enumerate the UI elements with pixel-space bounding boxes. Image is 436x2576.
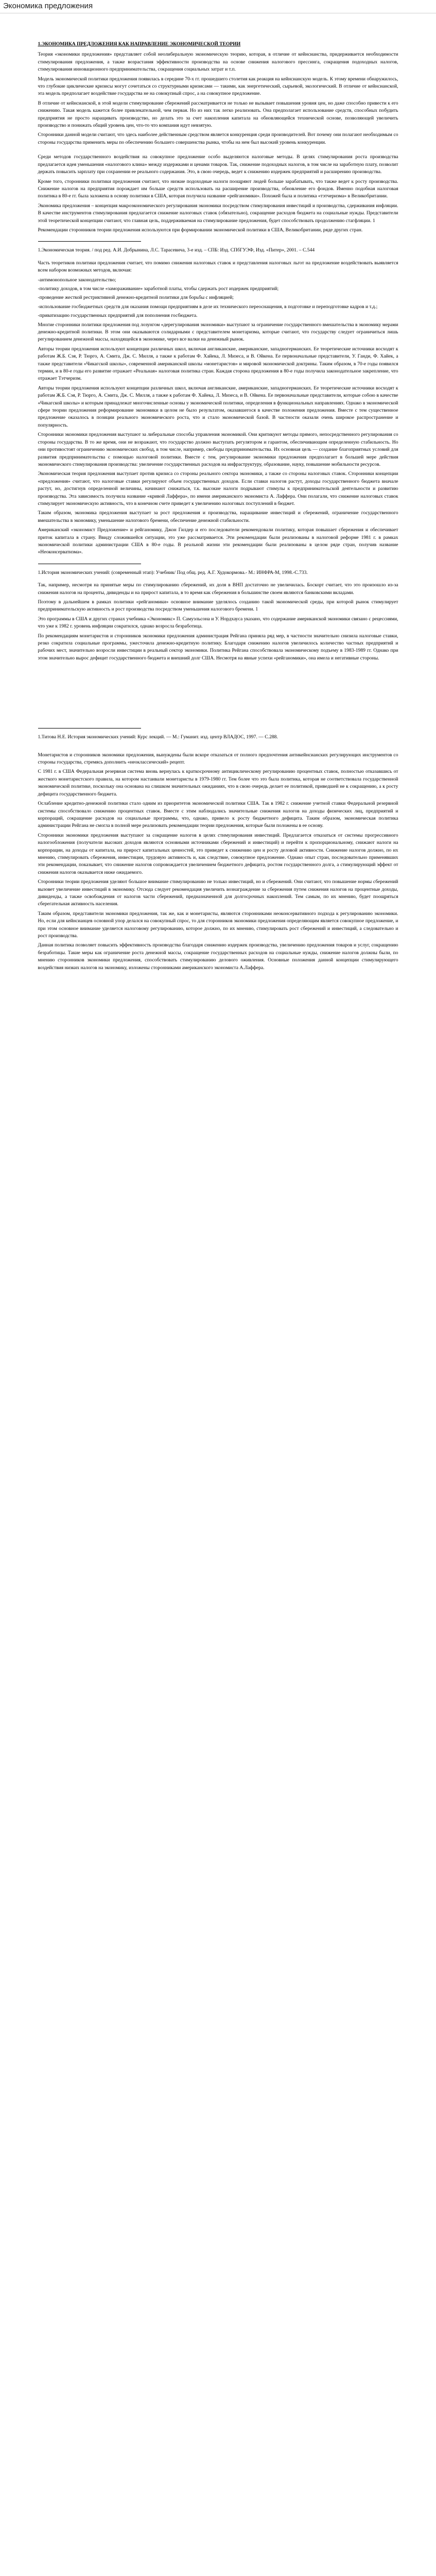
paragraph: Теория «экономики предложения» представляет собой неолиберальную экономическую теорию, которая, в отличие от кейнсианства, придерживается необходимости стимулирования предложения, а также возрастания эффективности производства на основе снижения налогового прессинга, сокращения подоходных налогов, стимулирования инновационного предпринимательства, сокращения социальных затрат и т.п.	[38, 52, 398, 73]
paragraph: Это программы в США и других странах учебника «Экономикс» П. Самуэльсона и У. Нордхауса указано, что содержание американской экономики связано с рецессиями, что уже к 1982 г. уровень инфляции сократился, однако возросла безработица.	[38, 616, 398, 630]
paragraph: Американский «экономист Предложение» и рейганомику, Джон Гилдер и его последователи рекомендовали политику, которая повышает сбережения и обеспечивает приток капитала в страну. Ввиду сложившейся ситуации, это уже рассматривается. Эти рекомендации были реализованы в налоговой реформе 1981 г. в рамках экономической политики администрации США в 80-е годы. В реальной жизни эти рекомендации были реализованы в целом ряде стран, получив название «Неоконсерватизма».	[38, 527, 398, 555]
footnote-separator	[38, 241, 141, 242]
paragraph: Многие сторонники политики предложения под лозунгом «дерегулирования экономики» выступают за ограничение государственного вмешательства в экономику мерами денежно-кредитной политики. В этом они оказываются солидарными с представителем монетаризма, которые считают, что государству следует ограничиться лишь регулированием денежной массы, находящейся в экономике, через все валки на денежный рынок.	[38, 321, 398, 343]
spacer	[38, 148, 398, 154]
footnote: 1.История экономических учений: (современный этап): Учебник/ Под общ. ред. А.Г. Худокормова.- М.: ИНФРА-М, 1998.-С.733.	[38, 569, 308, 575]
paragraph: С 1981 г. в США Федеральная резервная система вновь вернулась к краткосрочному антициклическому регулированию процентных ставок, полностью отказавшись от жесткого монетаристского правила, на котором настаивали монетаристы в 1979-1980 гг. Тем более что это была политика, которая не соответствовала государственной экономической политике, поскольку она основана на слишком значительных ожиданиях, что в свою очередь делает ее политикой, приведшей не к сокращению, а к росту дефицита государственного бюджета.	[38, 769, 398, 797]
paragraph: Ослабление кредитно-денежной политики стало одним из приоритетов экономической политики США. Так в 1982 г. снижение учетной ставки Федеральной резервной системы способствовало снижению процентных ставок. Вместе с этим наблюдались значительные снижения налогов на доходы физических лиц, предприятий и корпораций, сокращение расходов на социальные программы, что, однако, привело к росту бюджетного дефицита. Таким образом, экономическая политика администрации Рейгана не смогла в полной мере реализовать рекомендации теории предложения, которые были положены в ее основу.	[38, 801, 398, 829]
paragraph: Сторонники экономики предложения выступают за сокращение налогов в целях стимулирования инвестиций. Предлагается отказаться от системы прогрессивного налогообложения (получатели высоких доходов являются основными источниками сбережений и инвестиций) и перейти к пропорциональному, снижают налоги на корпорации, на доходы от капитала, на прирост капитальных ценностей, это приведет к снижению цен и росту деловой активности. Снижение налогов должно, по их мнению, стимулировать сбережения, инвестиции, трудовую активность и, как следствие, совокупное предложение. Однако опыт стран, последовательно применявших эти рекомендации, показывает, что снижение налогов сопровождается увеличением бюджетного дефицита, ростом государственного долга, а стимулирующий эффект от снижения налогов оказывается ниже ожидаемого.	[38, 832, 398, 875]
paragraph: Экономика предложения – концепция макроэкономического регулирования экономики посредством стимулирования инвестиций и производства, сдерживания инфляции. В качестве инструментов стимулирования предлагается снижение налоговых ставок (обязательно), сокращение расходов бюджета на социальные нужды. Представители этой теоретической концепции считают, что главная цель, поддерживаемая на стимулирование предложения, будет способствовать продолжению стагфляции. 1	[38, 202, 398, 224]
paragraph: Поэтому в дальнейшем в рамках политики «рейганомики» основное внимание уделялось созданию такой экономической среды, при которой рынок стимулирует предпринимательскую активность и рост производства посредством уменьшения налогового бремени. 1	[38, 599, 398, 613]
footnote: 1.Экономическая теория. / под ред. А.И. Добрынина, Л.С. Тарасевича, 3-е изд. – СПБ: Изд. СПбГУЭФ, Изд. «Питер», 2001. – С.544	[38, 247, 315, 253]
paragraph: Модель экономической политики предложения появилась в середине 70-х гг. прошедшего столетия как реакция на кейнсианскую модель. К этому времени обнаружилось, что глубокие циклические кризисы могут сочетаться со структурными кризисами — такими, как энергетический, сырьевой, экологический. В отличие от кейнсианской, эта модель предполагает воздействие государства не на совокупный спрос, а на совокупное предложение.	[38, 76, 398, 97]
paragraph: Данная политика позволяет повысить эффективность производства благодаря снижению издержек производства, увеличению предложения товаров и услуг, сокращению безработицы. Такие меры как ограничение роста денежной массы, сокращение государственных расходов на социальные нужды, снижение налогов должны были, по мнению сторонников экономики предложения, способствовать стимулированию делового оживления. Основные положения данной концепции стимулирующего воздействия низких налогов на экономику, изложены сторонниками американского экономиста А.Лаффера.	[38, 942, 398, 971]
page-header	[0, 0, 436, 13]
paragraph: Сторонники данной модели считают, что здесь наиболее действенным средством является конкуренция среди производителей. Вот почему они полагают необходимым со стороны государства применить меры по обеспечению большего совершенства рынка, чтобы на нем был высокий уровень конкуренции.	[38, 132, 398, 145]
paragraph: По рекомендациям монетаристов и сторонников экономики предложения администрация Рейгана приняла ряд мер, в частности значительно снизила налоговые ставки, резко сократила социальные программы, ужесточила денежно-кредитную политику. Благодаря снижению налогов увеличилось количество частных предприятий и рабочих мест, значительно возросли инвестиции в реальный сектор экономики. Политика Рейгана способствовала экономическому подъему в 1983-1989 гг. Однако при этом значительно вырос дефицит государственного бюджета и внешний долг США. Несмотря на явные успехи «рейганомики», она имела и негативные стороны.	[38, 633, 398, 661]
paragraph: Так, например, несмотря на принятые меры по стимулированию сбережений, их доля в ВНП достаточно не увеличилась. Боскорт считает, что это произошло из-за снижения налогов на проценты, дивиденды и на прирост капитала, в то время как сбережения в большинстве своем являются банковскими вкладами.	[38, 582, 398, 596]
spacer	[38, 747, 398, 752]
paragraph: Рекомендации сторонников теории предложения используются при формировании экономической политики в США, Великобритании, ряде других стран.	[38, 227, 363, 233]
paragraph: Сторонники экономики предложения выступают за либеральные способы управления экономикой. Они критикуют методы прямого, непосредственного регулирования со стороны государства. В то же время, они не возражают, что государство должно выступать регулятором и гарантом, обеспечивающим определенную стабильность. Но они противостоят ограничению экономических свобод, в том числе, например, свободы предпринимательства. Их основная цель — создание благоприятных условий для развития предпринимательства с помощью налоговой политики. Вместе с тем, регулирование экономики предложения предполагает в большей мере действия экономического стимулирования производства: увеличение государственных расходов на инфраструктуру, образование, науку, повышение мобильности ресурсов.	[38, 432, 398, 467]
footnote: 1.Титова Н.Е. История экономических учений: Курс лекций. — М.: Гуманит. изд. центр ВЛАДОС, 1997. — С.288.	[38, 734, 278, 740]
method-list	[38, 277, 398, 320]
section-heading: 1.ЭКОНОМИКА ПРЕДЛОЖЕНИЯ КАК НАПРАВЛЕНИЕ ЭКОНОМИЧЕСКОЙ ТЕОРИИ	[38, 41, 241, 47]
list-item: -приватизацию государственных предприятий для пополнения госбюджета.	[38, 313, 198, 319]
paragraph: Авторы теории предложения используют концепции различных школ, включая англиканские, американские, западногерманских. Ее теоретические источники восходят к работам Ж.Б. Сэя, Р. Тюрго, А. Смита, Дж. С. Милля, а также к работам Ф. Хайека, Л. Мизеса, и В. Ойкена. Ее первоначальные представители, У. Ганди, Ф. Хайек, а также представители «Чикагской школы», современной американской школы «монетаристов» и мировой экономической доктрины. Таким образом, в 70-е годы появился термин, и в 80-е годы его развитие отражает «Реальная» налоговая политика стран. Каждая сторона предложения в 80-е годы получила законодательное закрепление, что отражает Тэтчеризм.	[38, 346, 398, 382]
paragraph: Сторонники теории предложения уделяют большое внимание стимулированию не только инвестиций, но и сбережений. Они считают, что повышение нормы сбережений вызовет увеличение инвестиций в экономику. Отсюда следует рекомендация увеличить вознаграждение за сбережения путем снижения налогов на процентные доходы, дивиденды, а также освобождения от налогов части сбережений, предназначенной для долгосрочных накоплений. Тем самым, по их мнению, будет поощряться сберегательная активность населения.	[38, 879, 398, 907]
paragraph: Среди методов государственного воздействия на совокупное предложение особо выделяются налоговые методы. В целях стимулирования роста производства предлагается идея уменьшения «налогового клина» между издержками и ценами товаров. Так, снижение подоходных налогов, в том числе на заработную плату, позволит держать повысить зарплату при сохранении ее реального содержания. Это, в свою очередь, ведет к снижению издержек предприятий и расширению производства.	[38, 154, 398, 175]
list-item: -использование госбюджетных средств для оказания помощи предприятиям в деле их технического переоснащения, в подготовке и переподготовке кадров и т.д.;	[38, 303, 378, 310]
list-item: -политику доходов, в том числе «замораживание» заработной платы, чтобы сдержать рост издержек предприятий;	[38, 285, 279, 292]
paragraph: Таким образом, экономика предложения выступает за рост предложения и производства, наращивание инвестиций и сбережений, ограничение государственного вмешательства в экономику, уменьшение налогового бремени, обеспечение денежной стабильности.	[38, 510, 398, 523]
paragraph: Таким образом, представители экономики предложения, так же, как и монетаристы, являются сторонниками неоконсервативного подхода к регулированию экономики. Но, если для кейнсианцев основной упор делался на совокупный спрос, то для сторонников экономики предложения определяющим является совокупное предложение, и при этом основное внимание уделяется налоговому регулированию, которое должно, по их мнению, стимулировать рост сбережений и инвестиций, а следовательно и рост производства.	[38, 910, 398, 939]
paragraph: Кроме того, сторонники политики предложения считают, что низкие подоходные налоги поощряют людей больше зарабатывать, что также ведет к росту производства. Снижение налогов на предприятия порождает им больше средств использовать на расширение производства, обновление его фондов. Именно подобная налоговая политика в 80-е гг. была заложена в основу политики в США, которая получила название «рейганомики». Похожей была и политика «тэтчеризма» в Великобритании.	[38, 178, 398, 199]
paragraph: Монетаристов и сторонников экономики предложения, вынуждены были вскоре отказаться от полного предпочтения антикейнсианских регулирующих инструментов со стороны государства, стремясь дополнить «неоклассический» рецепт.	[38, 752, 398, 766]
list-item: -проведение жесткой рестриктивной денежно-кредитной политики для борьбы с инфляцией;	[38, 295, 234, 301]
page-title: Экономика предложения	[3, 2, 93, 10]
paragraph: В отличие от кейнсианской, в этой модели стимулирование сбережений рассматривается не только не вызывает повышения уровня цен, но даже способно привести к его снижению. Такая модель кажется более привлекательной, чем первая. Но из них так легко реализовать. Она предполагает использование средств, способных побудить предприятия не просто наращивать производство, но делать это за счет накопления капитала на обновляющейся технической основе, позволяющей увеличить производство и понижать общий уровень цен, что-то что компания идут невзятую.	[38, 100, 398, 129]
paragraph: Экономическая теория предложения выступает против кризиса со стороны реального сектора экономики, а также со стороны налоговых ставок. Сторонники концепции «предложения» считают, что налоговые ставки регулируют объем государственных доходов. Если ставки налогов растут, доходы государственного бюджета вначале растут, но, достигнув определенной величины, начинают снижаться, т.к. высокие налоги подрывают стимулы к предпринимательской деятельности и развитию производства. Эта зависимость получила название «кривой Лаффера», по имени американского экономиста А. Лаффера. Они полагали, что снижение налоговых ставок стимулирует экономическую активность, что в конечном счете приведет к увеличению налоговых поступлений в бюджет.	[38, 471, 398, 506]
list-item: -антимонопольное законодательство;	[38, 277, 116, 283]
paragraph: Часть теоретиков политики предложения считает, что помимо снижения налоговых ставок и представления налоговых льгот на предложение воздействовать выявляется всем набором возможных методов, включая:	[38, 260, 398, 274]
document-body	[38, 13, 398, 994]
spacer	[38, 664, 398, 721]
paragraph: Авторы теории предложения используют концепции различных школ, включая англиканские, американские, западногерманских. Ее теоретические источники восходят к работам Ж.Б. Сэя, Р. Тюрго, А. Смита, Дж. С. Милля, а также к работам Ф. Хайека, Л. Мизеса, и В. Ойкена. Ее первоначальные представители, которые собою в качестве «Чикагской школы» и которым принадлежат многочисленные основы у экономической политики, определения в функциональных направлениях. Однако в экономической сфере теории предложения реформирование экономики в целом не было результатом, оказавшегося в качестве положения предложения. Вместе с тем существенное предложение оказалось в позиции реального экономического роста, что и стало экономической базой. В частности оказали очень широкое распространение и популярность.	[38, 385, 398, 428]
